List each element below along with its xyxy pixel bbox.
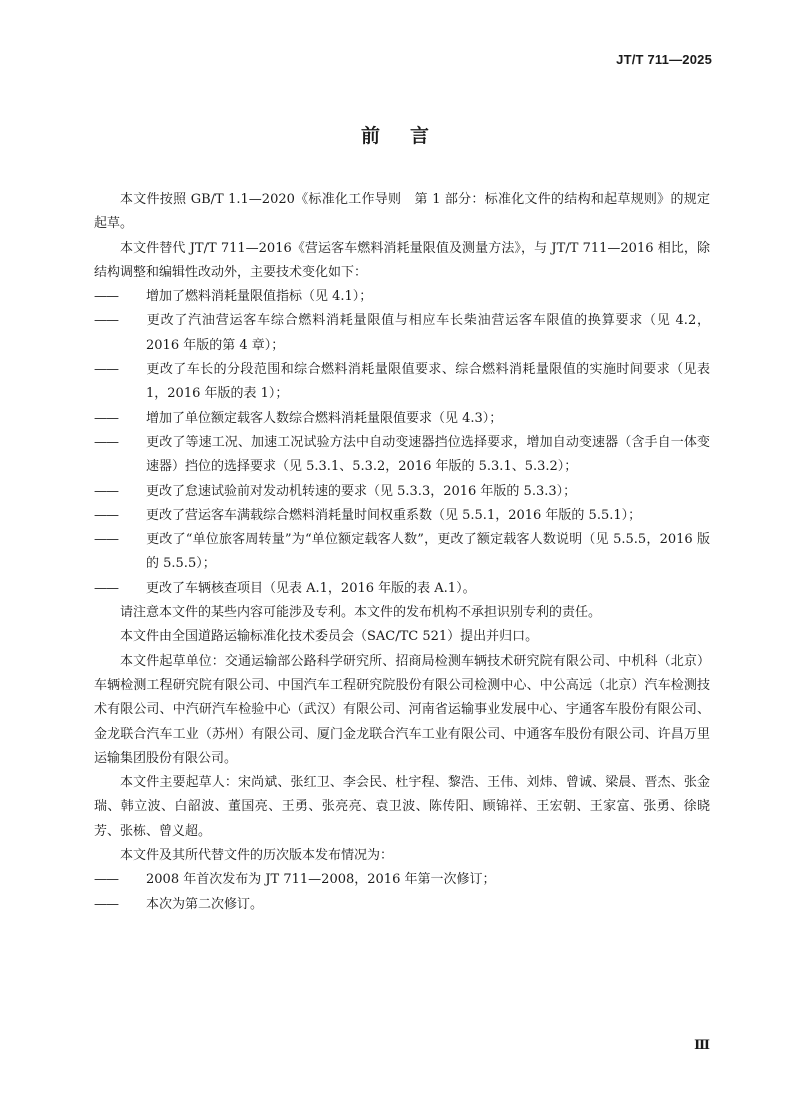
change-item-text: 更改了“单位旅客周转量”为“单位额定载客人数”，更改了额定载客人数说明（见 5.5.5，2016 版的 5.5.5）； bbox=[146, 532, 710, 572]
paragraph-history-intro: 本文件及其所代替文件的历次版本发布情况为： bbox=[120, 848, 394, 864]
foreword-body bbox=[94, 188, 710, 917]
paragraph-drafters: 本文件主要起草人：宋尚斌、张红卫、李会民、杜宇程、黎浩、王伟、刘炜、曾诚、梁晨、晋杰、张金瑞、韩立波、白韶波、董国亮、王勇、张亮亮、袁卫波、陈传阳、顾锦祥、王宏朝、王家富、张勇、徐晓芳、张栋、曾义超。 bbox=[94, 775, 710, 839]
change-item-text: 更改了车辆核查项目（见表 A.1，2016 年版的表 A.1）。 bbox=[146, 580, 476, 596]
change-item bbox=[94, 309, 710, 358]
dash-mark: —— bbox=[94, 289, 118, 305]
dash-mark: —— bbox=[94, 896, 118, 912]
change-item bbox=[94, 577, 710, 601]
page-number: Ⅲ bbox=[694, 1038, 710, 1053]
change-item-text: 更改了车长的分段范围和综合燃料消耗量限值要求、综合燃料消耗量限值的实施时间要求（见表 1，2016 年版的表 1）； bbox=[146, 362, 710, 402]
change-item-text: 更改了怠速试验前对发动机转速的要求（见 5.3.3，2016 年版的 5.3.3）； bbox=[146, 483, 577, 499]
change-item bbox=[94, 407, 710, 431]
change-item bbox=[94, 431, 710, 480]
dash-mark: —— bbox=[94, 483, 118, 499]
paragraph-patent-notice: 请注意本文件的某些内容可能涉及专利。本文件的发布机构不承担识别专利的责任。 bbox=[120, 605, 602, 621]
paragraph-committee: 本文件由全国道路运输标准化技术委员会（SAC/TC 521）提出并归口。 bbox=[120, 629, 539, 645]
history-item-text: 本次为第二次修订。 bbox=[146, 896, 264, 912]
history-item bbox=[94, 868, 710, 892]
change-item-text: 更改了营运客车满载综合燃料消耗量时间权重系数（见 5.5.1，2016 年版的 5.5.1）； bbox=[146, 507, 642, 523]
change-item bbox=[94, 358, 710, 407]
dash-mark: —— bbox=[94, 362, 118, 378]
history-item-text: 2008 年首次发布为 JT 711—2008，2016 年第一次修订； bbox=[146, 872, 496, 888]
change-item-text: 更改了汽油营运客车综合燃料消耗量限值与相应车长柴油营运客车限值的换算要求（见 4.2，2016 年版的第 4 章）； bbox=[146, 313, 710, 353]
dash-mark: —— bbox=[94, 410, 118, 426]
dash-mark: —— bbox=[94, 507, 118, 523]
history-item bbox=[94, 893, 710, 917]
paragraph-drafting-rules: 本文件按照 GB/T 1.1—2020《标准化工作导则 第 1 部分：标准化文件的结构和起草规则》的规定起草。 bbox=[94, 192, 710, 232]
dash-mark: —— bbox=[94, 313, 118, 329]
dash-mark: —— bbox=[94, 532, 118, 548]
paragraph-replacement: 本文件替代 JT/T 711—2016《营运客车燃料消耗量限值及测量方法》，与 JT/T 711—2016 相比，除结构调整和编辑性改动外，主要技术变化如下： bbox=[94, 240, 710, 280]
change-item bbox=[94, 504, 710, 528]
page-title: 前言 bbox=[360, 125, 459, 147]
dash-mark: —— bbox=[94, 580, 118, 596]
change-item-text: 增加了单位额定载客人数综合燃料消耗量限值要求（见 4.3）； bbox=[146, 410, 503, 426]
dash-mark: —— bbox=[94, 872, 118, 888]
change-item bbox=[94, 285, 710, 309]
change-item bbox=[94, 480, 710, 504]
change-item-text: 增加了燃料消耗量限值指标（见 4.1）； bbox=[146, 289, 373, 305]
paragraph-drafting-units: 本文件起草单位：交通运输部公路科学研究所、招商局检测车辆技术研究院有限公司、中机科（北京）车辆检测工程研究院有限公司、中国汽车工程研究院股份有限公司检测中心、中公高远（北京）汽车检测技术有限公司、中汽研汽车检验中心（武汉）有限公司、河南省运输事业发展中心、宇通客车股份有限公司、金龙联合汽车工业（苏州）有限公司、厦门金龙联合汽车工业有限公司、中通客车股份有限公司、许昌万里运输集团股份有限公司。 bbox=[94, 653, 710, 766]
dash-mark: —— bbox=[94, 434, 118, 450]
document-code: JT/T 711—2025 bbox=[616, 52, 712, 67]
change-item bbox=[94, 528, 710, 577]
change-item-text: 更改了等速工况、加速工况试验方法中自动变速器挡位选择要求，增加自动变速器（含手自一体变速器）挡位的选择要求（见 5.3.1、5.3.2，2016 年版的 5.3.1、5.3.2）； bbox=[146, 434, 710, 475]
